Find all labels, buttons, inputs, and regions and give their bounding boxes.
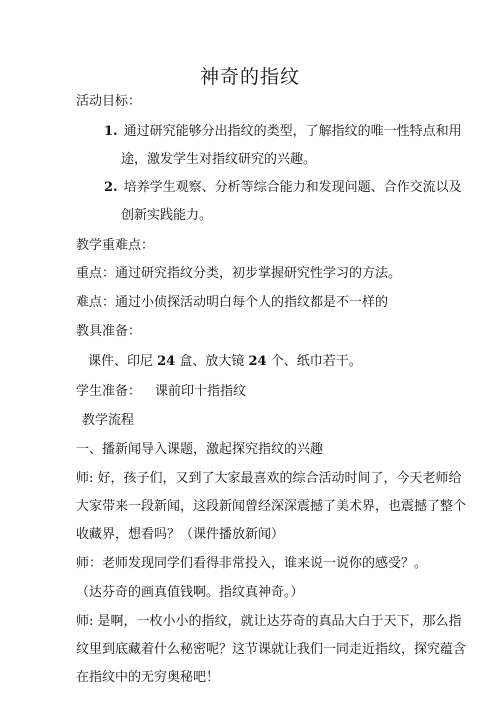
- tools-heading: 教具准备：: [76, 324, 142, 339]
- student-prep: [76, 384, 246, 400]
- goal-number: 1.: [104, 124, 118, 139]
- difficult-point: 难点：通过小侦探活动明白每个人的指纹都是不一样的: [76, 295, 389, 310]
- paragraph-line: 收藏界，想看吗？（课件播放新闻）: [76, 527, 285, 542]
- tools-text: 盒、放大镜: [175, 354, 249, 369]
- paragraph-line: 大家带来一段新闻，这段新闻曾经深深震撼了美术界，也震撼了整个: [76, 499, 467, 514]
- student-prep-label: 学生准备：: [76, 384, 142, 399]
- tools-number: 24: [157, 354, 176, 369]
- process-heading: 教学流程: [82, 413, 135, 428]
- goal-item-1-line2: 途，激发学生对指纹研究的兴趣。: [121, 152, 317, 167]
- goals-heading: 活动目标：: [76, 94, 142, 109]
- tools-list: [88, 354, 362, 370]
- key-point: 重点：通过研究指纹分类，初步掌握研究性学习的方法。: [76, 266, 402, 281]
- paragraph-line: 在指纹中的无穷奥秘吧！: [76, 670, 220, 685]
- tools-number: 24: [248, 354, 267, 369]
- goal-number: 2.: [104, 180, 118, 195]
- goal-text: 培养学生观察、分析等综合能力和发现问题、合作交流以及: [123, 180, 462, 195]
- student-prep-value: 课前印十指指纹: [155, 384, 247, 399]
- goal-item-2-line2: 创新实践能力。: [121, 208, 213, 223]
- paragraph-line: 纹里到底藏着什么秘密呢？这节课就让我们一同走近指纹，探究蕴含: [76, 642, 467, 657]
- goal-item-1-line1: [104, 124, 462, 140]
- tools-text: 个、纸巾若干。: [266, 354, 362, 369]
- goal-text: 通过研究能够分出指纹的类型，了解指纹的唯一性特点和用: [123, 124, 462, 139]
- paragraph-line: 师: 好，孩子们，又到了大家最喜欢的综合活动时间了，今天老师给: [76, 471, 462, 486]
- key-points-heading: 教学重难点：: [76, 238, 155, 253]
- paragraph-line: 师: 是啊，一枚小小的指纹，就让达芬奇的真品大白于天下，那么指: [76, 614, 462, 629]
- paragraph-line: （达芬奇的画真值钱啊。指纹真神奇。）: [76, 585, 304, 600]
- section-heading: 一、播新闻导入课题，激起探究指纹的兴趣: [76, 442, 324, 457]
- goal-item-2-line1: [104, 180, 462, 196]
- tools-text: 课件、印尼: [88, 354, 158, 369]
- paragraph-line: 师：老师发现同学们看得非常投入，谁来说一说你的感受？。: [76, 556, 428, 571]
- document-title: 神奇的指纹: [199, 66, 300, 88]
